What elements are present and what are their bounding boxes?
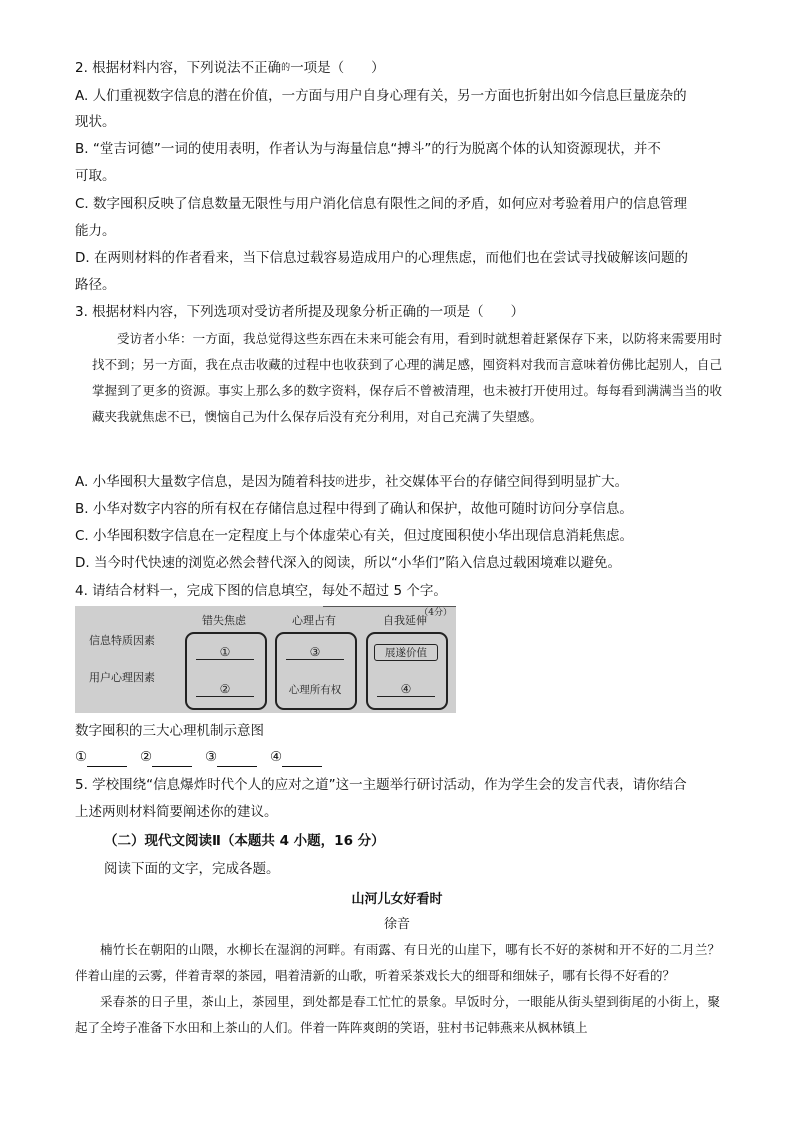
- blank-3: ③: [286, 645, 344, 660]
- q2-option-c-cont: 能力。: [75, 223, 116, 239]
- q2-option-b: B. “堂吉诃德”一词的使用表明，作者认为与海量信息“搏斗”的行为脱离个体的认知资源现状，并不: [75, 141, 661, 157]
- box-fomo: [185, 632, 267, 710]
- q4-answer-blanks: ① ② ③ ④: [75, 747, 322, 767]
- story-paragraph-1: 楠竹长在朝阳的山隈，水柳长在湿润的河畔。有雨露、有日光的山崖下，哪有长不好的茶树和开不好的二月兰？伴着山崖的云雾，伴着青翠的茶园，唱着清新的山歌，听着采茶戏长大的细哥和细妹子，哪有长得不好看的？: [75, 942, 720, 983]
- story-body: [75, 937, 720, 1041]
- blank-1: ①: [196, 645, 254, 660]
- head-extension: 自我延伸: [383, 614, 427, 627]
- head-possession: 心理占有: [292, 614, 336, 627]
- blank-4: ④: [377, 682, 435, 697]
- q3-option-c: C. 小华囤积数字信息在一定程度上与个体虚荣心有关，但过度囤积使小华出现信息消耗焦虑。: [75, 528, 634, 544]
- answer-line-3[interactable]: [217, 752, 257, 767]
- diagram-corner-text: （4分）: [323, 606, 456, 607]
- answer-line-1[interactable]: [87, 752, 127, 767]
- q4-stem: 4. 请结合材料一，完成下图的信息填空，每处不超过 5 个字。: [75, 583, 447, 599]
- q2-option-d-cont: 路径。: [75, 277, 116, 293]
- q2-option-d: D. 在两则材料的作者看来，当下信息过载容易造成用户的心理焦虑，而他们也在尝试寻找破解该问题的: [75, 250, 688, 266]
- story-author: 徐音: [383, 917, 410, 932]
- section-instruction: 阅读下面的文字，完成各题。: [104, 861, 280, 877]
- diagram-caption: 数字囤积的三大心理机制示意图: [75, 723, 264, 739]
- tag-value: 展遂价值: [374, 644, 438, 661]
- q2-option-c: C. 数字囤积反映了信息数量无限性与用户消化信息有限性之间的矛盾，如何应对考验着用户的信息管理: [75, 196, 688, 212]
- q2-option-b-cont: 可取。: [75, 168, 116, 184]
- row-label-info: 信息特质因素: [89, 634, 155, 647]
- box-extension: [366, 632, 448, 710]
- story-paragraph-2: 采春茶的日子里，茶山上，茶园里，到处都是春工忙忙的景象。早饭时分，一眼能从街头望到街尾的小街上，聚起了全垮子准备下水田和上茶山的人们。伴着一阵阵爽朗的笑语，驻村书记韩燕来从枫林镇上: [75, 994, 720, 1035]
- q3-stem: 3. 根据材料内容，下列选项对受访者所提及现象分析正确的一项是（ ）: [75, 304, 525, 320]
- q5-stem-cont: 上述两则材料简要阐述你的建议。: [75, 804, 278, 820]
- answer-line-2[interactable]: [152, 752, 192, 767]
- q3-quote: 受访者小华：一方面，我总觉得这些东西在未来可能会有用，看到时就想着赶紧保存下来，以防将来需要用时找不到；另一方面，我在点击收藏的过程中也收获到了心理的满足感，囤资料对我而言意味着仿佛比起别人，自己掌握到了更多的资源。事实上那么多的数字资料，保存后不曾被清理，也未被打开使用过。每每看到满满当当的收藏夹我就焦虑不已，懊恼自己为什么保存后没有充分利用，对自己充满了失望感。: [92, 331, 722, 424]
- q3-option-a: A. 小华囤积大量数字信息，是因为随着科技$^的$进步，社交媒体平台的存储空间得到明显扩大。: [75, 474, 629, 490]
- blank-2: ②: [196, 682, 254, 697]
- psychology-mechanism-diagram: [75, 606, 456, 713]
- head-fomo: 错失焦虑: [202, 614, 246, 627]
- story-title: 山河儿女好看时: [351, 892, 443, 907]
- section-heading: （二）现代文阅读Ⅱ（本题共 4 小题，16 分）: [104, 833, 385, 849]
- box-possession: [275, 632, 357, 710]
- q3-option-d: D. 当今时代快速的浏览必然会替代深入的阅读，所以“小华们”陷入信息过载困境难以避免。: [75, 555, 621, 571]
- answer-line-4[interactable]: [282, 752, 322, 767]
- q2-option-a-cont: 现状。: [75, 114, 116, 130]
- q2-option-a: A. 人们重视数字信息的潜在价值，一方面与用户自身心理有关，另一方面也折射出如今信息巨量庞杂的: [75, 88, 687, 104]
- q2-stem: 2. 根据材料内容，下列说法不正确$^的$一项是（ ）: [75, 60, 385, 76]
- row-label-user: 用户心理因素: [89, 671, 155, 684]
- q5-stem: 5. 学校围绕“信息爆炸时代个人的应对之道”这一主题举行研讨活动，作为学生会的发言代表，请你结合: [75, 777, 687, 793]
- tag-ownership: 心理所有权: [288, 684, 342, 696]
- q3-option-b: B. 小华对数字内容的所有权在存储信息过程中得到了确认和保护，故他可随时访问分享信息。: [75, 501, 633, 517]
